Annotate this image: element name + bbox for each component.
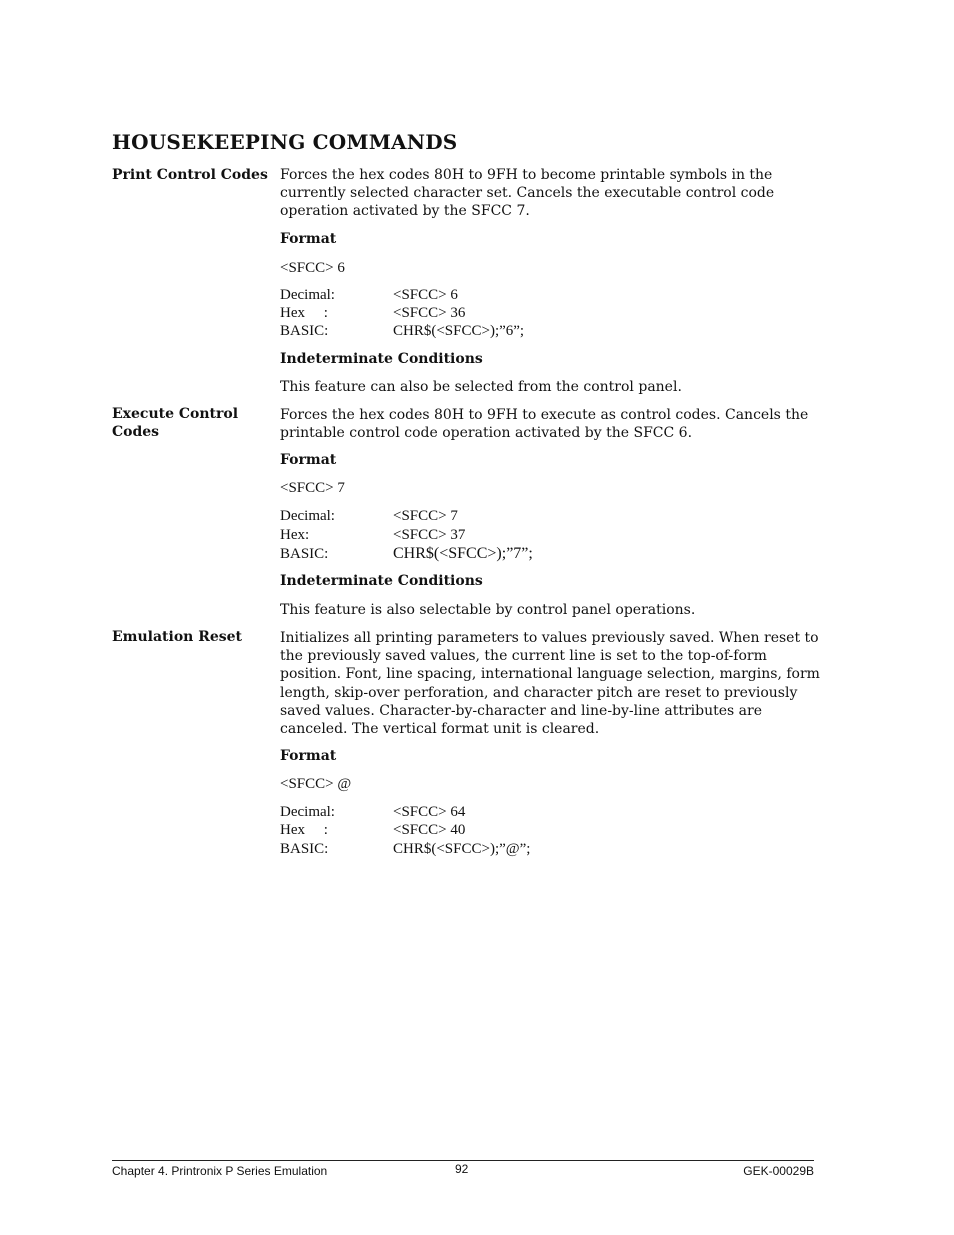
- conditions-text: This feature is also selectable by control panel operations.: [280, 602, 696, 618]
- format-syntax: <SFCC> 7: [280, 480, 345, 496]
- footer-chapter: Chapter 4. Printronix P Series Emulation: [112, 1164, 328, 1178]
- row-key: BASIC:: [280, 841, 329, 857]
- section-description: Initializes all printing parameters to values previously saved. When reset to the previously saved values, the current line is set to the top-of-form position. Font, line spacing, international language selection, margins, form length, skip-over perforation, and character pitch are reset to previously saved values. Character-by-character and line-by-line attributes are canceled. The vertical format unit is cleared.: [280, 630, 820, 738]
- row-value: CHR$(<SFCC>);”7”;: [393, 545, 533, 562]
- row-key: BASIC:: [280, 323, 329, 339]
- row-value: CHR$(<SFCC>);”@”;: [393, 841, 531, 857]
- conditions-text: This feature can also be selected from the control panel.: [280, 379, 682, 395]
- basic-row: [280, 840, 680, 858]
- conditions-heading: Indeterminate Conditions: [280, 351, 483, 367]
- section-description: Forces the hex codes 80H to 9FH to become printable symbols in the currently selected character set. Cancels the executable control code operation activated by the SFCC 7.: [280, 167, 775, 220]
- row-key: BASIC:: [280, 546, 329, 562]
- section-label-emulation-reset: Emulation Reset: [112, 629, 243, 645]
- row-value: <SFCC> 36: [393, 305, 466, 321]
- format-syntax: <SFCC> 6: [280, 260, 345, 276]
- row-value: <SFCC> 64: [393, 804, 466, 820]
- format-syntax: <SFCC> @: [280, 776, 352, 792]
- decimal-row: [280, 803, 680, 821]
- conditions-heading: Indeterminate Conditions: [280, 573, 483, 589]
- section-label-print-control-codes: Print Control Codes: [112, 167, 268, 183]
- format-heading: Format: [280, 231, 337, 247]
- row-key: Hex :: [280, 305, 328, 321]
- decimal-row: [280, 507, 680, 525]
- basic-row: [280, 545, 680, 563]
- row-key: Decimal:: [280, 804, 335, 820]
- row-value: <SFCC> 6: [393, 287, 458, 303]
- row-value: <SFCC> 37: [393, 527, 466, 543]
- hex-row: [280, 526, 680, 544]
- hex-row: [280, 304, 680, 322]
- row-key: Decimal:: [280, 287, 335, 303]
- row-value: <SFCC> 40: [393, 822, 466, 838]
- page-number: 92: [455, 1162, 469, 1176]
- decimal-row: [280, 286, 680, 304]
- basic-row: [280, 322, 680, 340]
- footer-rule: [112, 1160, 814, 1161]
- row-value: CHR$(<SFCC>);”6”;: [393, 323, 525, 339]
- row-key: Hex:: [280, 527, 310, 543]
- row-key: Hex :: [280, 822, 328, 838]
- section-description: Forces the hex codes 80H to 9FH to execute as control codes. Cancels the printable control code operation activated by the SFCC 6.: [280, 407, 809, 442]
- section-label-execute-control-codes: Execute Control Codes: [112, 406, 239, 440]
- hex-row: [280, 821, 680, 839]
- footer-doc-id: GEK-00029B: [743, 1164, 814, 1178]
- page-title: HOUSEKEEPING COMMANDS: [112, 130, 458, 154]
- row-key: Decimal:: [280, 508, 335, 524]
- format-heading: Format: [280, 452, 337, 468]
- format-heading: Format: [280, 748, 337, 764]
- row-value: <SFCC> 7: [393, 508, 458, 524]
